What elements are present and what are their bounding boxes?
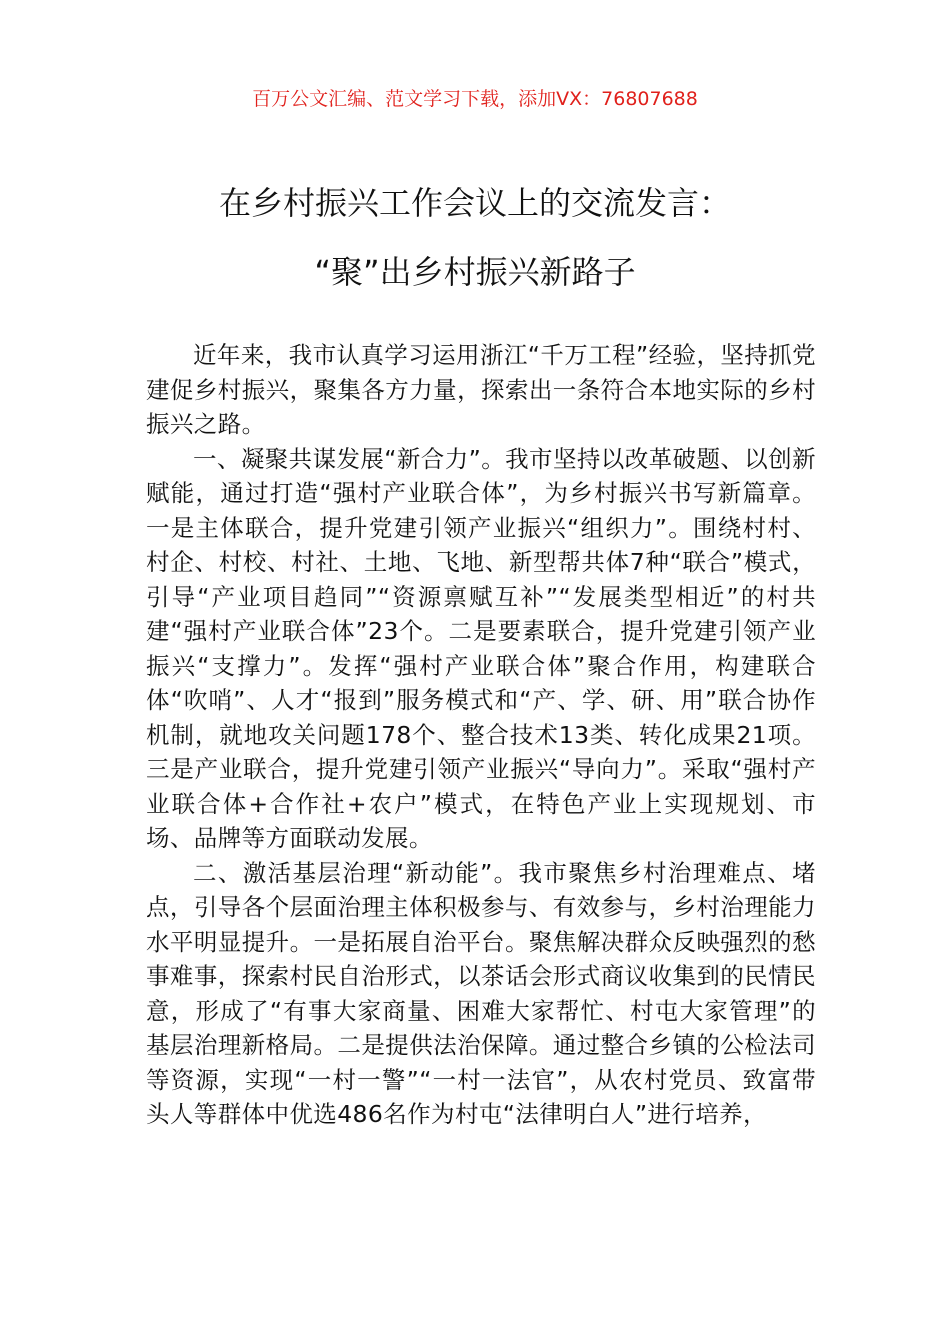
paragraph-intro: 近年来，我市认真学习运用浙江“千万工程”经验，坚持抓党建促乡村振兴，聚集各方力量，探索出一条符合本地实际的乡村振兴之路。 <box>146 341 816 438</box>
document-title-line-2: “聚”出乡村振兴新路子 <box>314 253 636 291</box>
document-body <box>146 338 816 1132</box>
paragraph-section-1: 一、凝聚共谋发展“新合力”。我市坚持以改革破题、以创新赋能，通过打造“强村产业联合体”，为乡村振兴书写新篇章。一是主体联合，提升党建引领产业振兴“组织力”。围绕村村、村企、村校、村社、土地、飞地、新型帮共体7种“联合”模式，引导“产业项目趋同”“资源禀赋互补”“发展类型相近”的村共建“强村产业联合体”23个。二是要素联合，提升党建引领产业振兴“支撑力”。发挥“强村产业联合体”聚合作用，构建联合体“吹哨”、人才“报到”服务模式和“产、学、研、用”联合协作机制，就地攻关问题178个、整合技术13类、转化成果21项。三是产业联合，提升党建引领产业振兴“导向力”。采取“强村产业联合体+合作社+农户”模式，在特色产业上实现规划、市场、品牌等方面联动发展。 <box>146 444 816 852</box>
paragraph-section-2: 二、激活基层治理“新动能”。我市聚焦乡村治理难点、堵点，引导各个层面治理主体积极参与、有效参与，乡村治理能力水平明显提升。一是拓展自治平台。聚焦解决群众反映强烈的愁事难事，探索村民自治形式，以茶话会形式商议收集到的民情民意，形成了“有事大家商量、困难大家帮忙、村屯大家管理”的基层治理新格局。二是提供法治保障。通过整合乡镇的公检法司等资源，实现“一村一警”“一村一法官”，从农村党员、致富带头人等群体中优选486名作为村屯“法律明白人”进行培养， <box>146 858 816 1128</box>
watermark-header: 百万公文汇编、范文学习下载，添加VX：76807688 <box>252 88 698 110</box>
document-title-line-1: 在乡村振兴工作会议上的交流发言： <box>218 184 731 222</box>
